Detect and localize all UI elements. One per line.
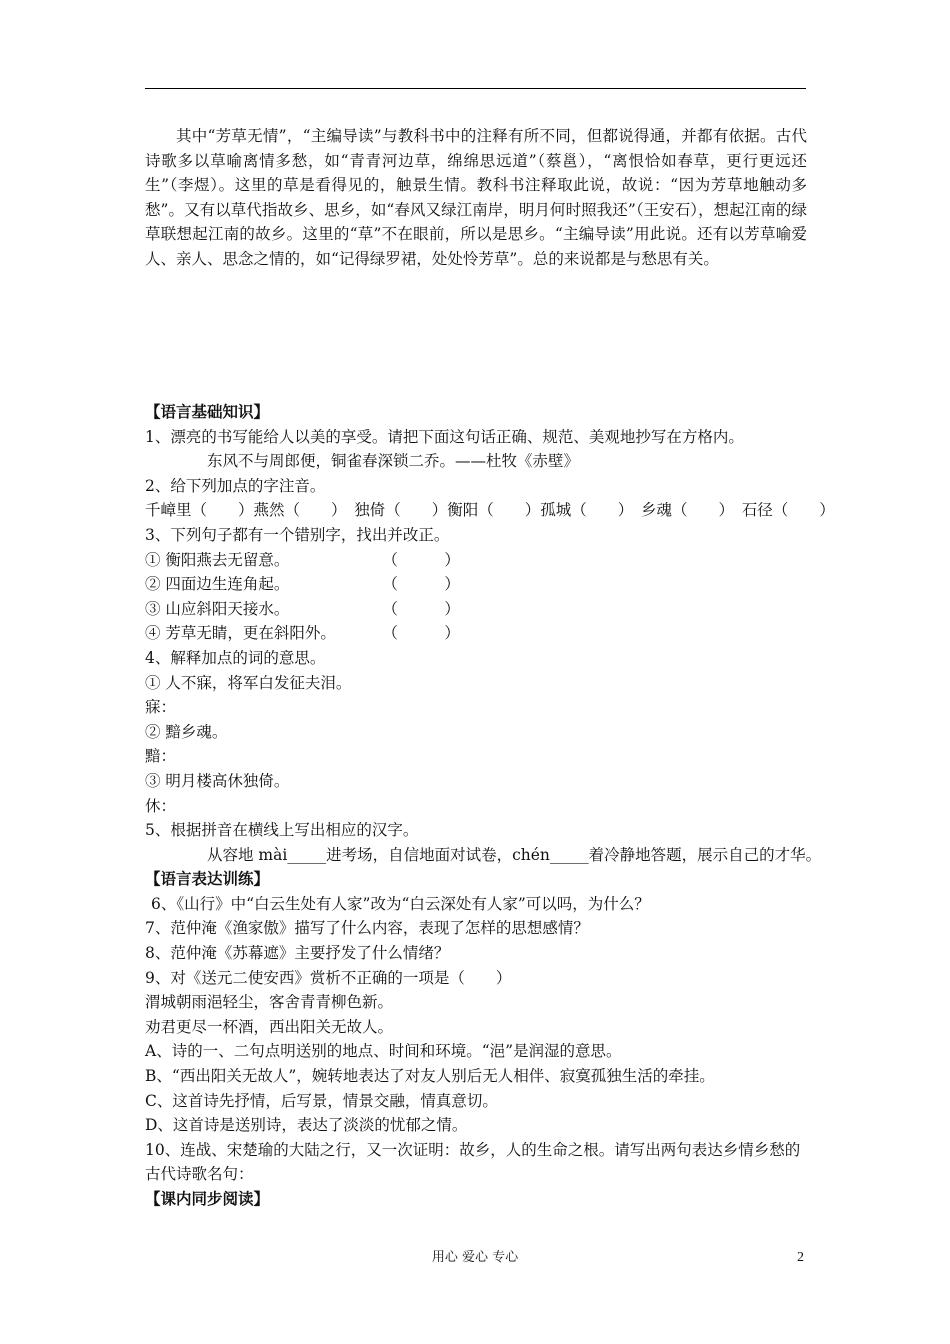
section-heading: 【语言基础知识】 — [145, 402, 270, 421]
header-rule — [145, 88, 806, 89]
question-line: 7、范仲淹《渔家傲》描写了什么内容，表现了怎样的思想感情？ — [145, 919, 589, 938]
choice-option: B、“西出阳关无故人”，婉转地表达了对友人别后无人相伴、寂寞孤独生活的牵挂。 — [145, 1067, 715, 1086]
question-line: 10、连战、宋楚瑜的大陆之行，又一次证明：故乡，人的生命之根。请写出两句表达乡情乡愁的 — [145, 1140, 801, 1159]
choice-option: D、这首诗是送别诗，表达了淡淡的忧郁之情。 — [145, 1116, 468, 1135]
sub-item-line: ② 黯乡魂。 — [145, 722, 228, 741]
answer-label: 黯： — [145, 747, 177, 766]
fill-blank-line: 从容地 mài_____进考场，自信地面对试卷，chén_____着冷静地答题，展示自己的才华。 — [207, 845, 822, 864]
sub-item-line: ③ 山应斜阳天接水。 （ ） — [145, 599, 460, 618]
section-heading: 【语言表达训练】 — [145, 869, 270, 889]
page-number: 2 — [797, 1250, 804, 1265]
question-line: 2、给下列加点的字注音。 — [145, 476, 326, 495]
question-line: 古代诗歌名句： — [145, 1165, 254, 1184]
question-line: 5、根据拼音在横线上写出相应的汉字。 — [145, 821, 419, 840]
poem-line: 东风不与周郎便，铜雀春深锁二乔。——杜牧《赤壁》 — [207, 452, 580, 471]
question-line: 4、解释加点的词的意思。 — [145, 648, 326, 667]
sub-item-line: ③ 明月楼高休独倚。 — [145, 771, 290, 790]
footer-motto: 用心 爱心 专心 — [431, 1250, 519, 1265]
question-line: 8、范仲淹《苏幕遮》主要抒发了什么情绪？ — [145, 944, 450, 963]
question-line: 6、《山行》中“白云生处有人家”改为“白云深处有人家”可以吗，为什么？ — [151, 894, 650, 913]
pinyin-blanks-line: 千嶂里（ ）燕然（ ） 独倚（ ）衡阳（ ）孤城（ ） 乡魂（ ） 石径（ ） — [145, 501, 835, 520]
intro-paragraph: 其中“芳草无情”，“主编导读”与教科书中的注释有所不同，但都说得通，并都有依据。古代诗歌多以草喻离情多愁，如“青青河边草，绵绵思远道”（蔡邕），“离恨恰如春草，更行更远还生”（李煜）。这里的草是看得见的，触景生情。教科书注释取此说，故说：“因为芳草地触动多愁”。又有以草代指故乡、思乡，如“春风又绿江南岸，明月何时照我还”（王安石），想起江南的绿草联想起江南的故乡。这里的“草”不在眼前，所以是思乡。“主编导读”用此说。还有以芳草喻爱人、亲人、思念之情的，如“记得绿罗裙，处处怜芳草”。总的来说都是与愁思有关。 — [145, 127, 807, 268]
poem-line: 渭城朝雨浥轻尘，客舍青青柳色新。 — [145, 993, 394, 1012]
exercise-section — [145, 400, 835, 1212]
question-line: 9、对《送元二使安西》赏析不正确的一项是（ ） — [145, 968, 512, 987]
sub-item-line: ④ 芳草无睛，更在斜阳外。 （ ） — [145, 624, 460, 643]
sub-item-line: ① 衡阳燕去无留意。 （ ） — [145, 550, 460, 569]
sub-item-line: ① 人不寐，将军白发征夫泪。 — [145, 673, 352, 692]
poem-line: 劝君更尽一杯酒，西出阳关无故人。 — [145, 1017, 394, 1036]
answer-label: 休： — [145, 796, 177, 815]
choice-option: C、这首诗先抒情，后写景，情景交融，情真意切。 — [145, 1091, 498, 1110]
choice-option: A、诗的一、二句点明送别的地点、时间和环境。“浥”是润湿的意思。 — [145, 1042, 622, 1061]
question-line: 1、漂亮的书写能给人以美的享受。请把下面这句话正确、规范、美观地抄写在方格内。 — [145, 427, 744, 446]
section-heading: 【课内同步阅读】 — [145, 1189, 270, 1208]
question-line: 3、下列句子都有一个错别字，找出并改正。 — [145, 525, 450, 544]
sub-item-line: ② 四面边生连角起。 （ ） — [145, 575, 460, 594]
answer-label: 寐： — [145, 698, 177, 717]
